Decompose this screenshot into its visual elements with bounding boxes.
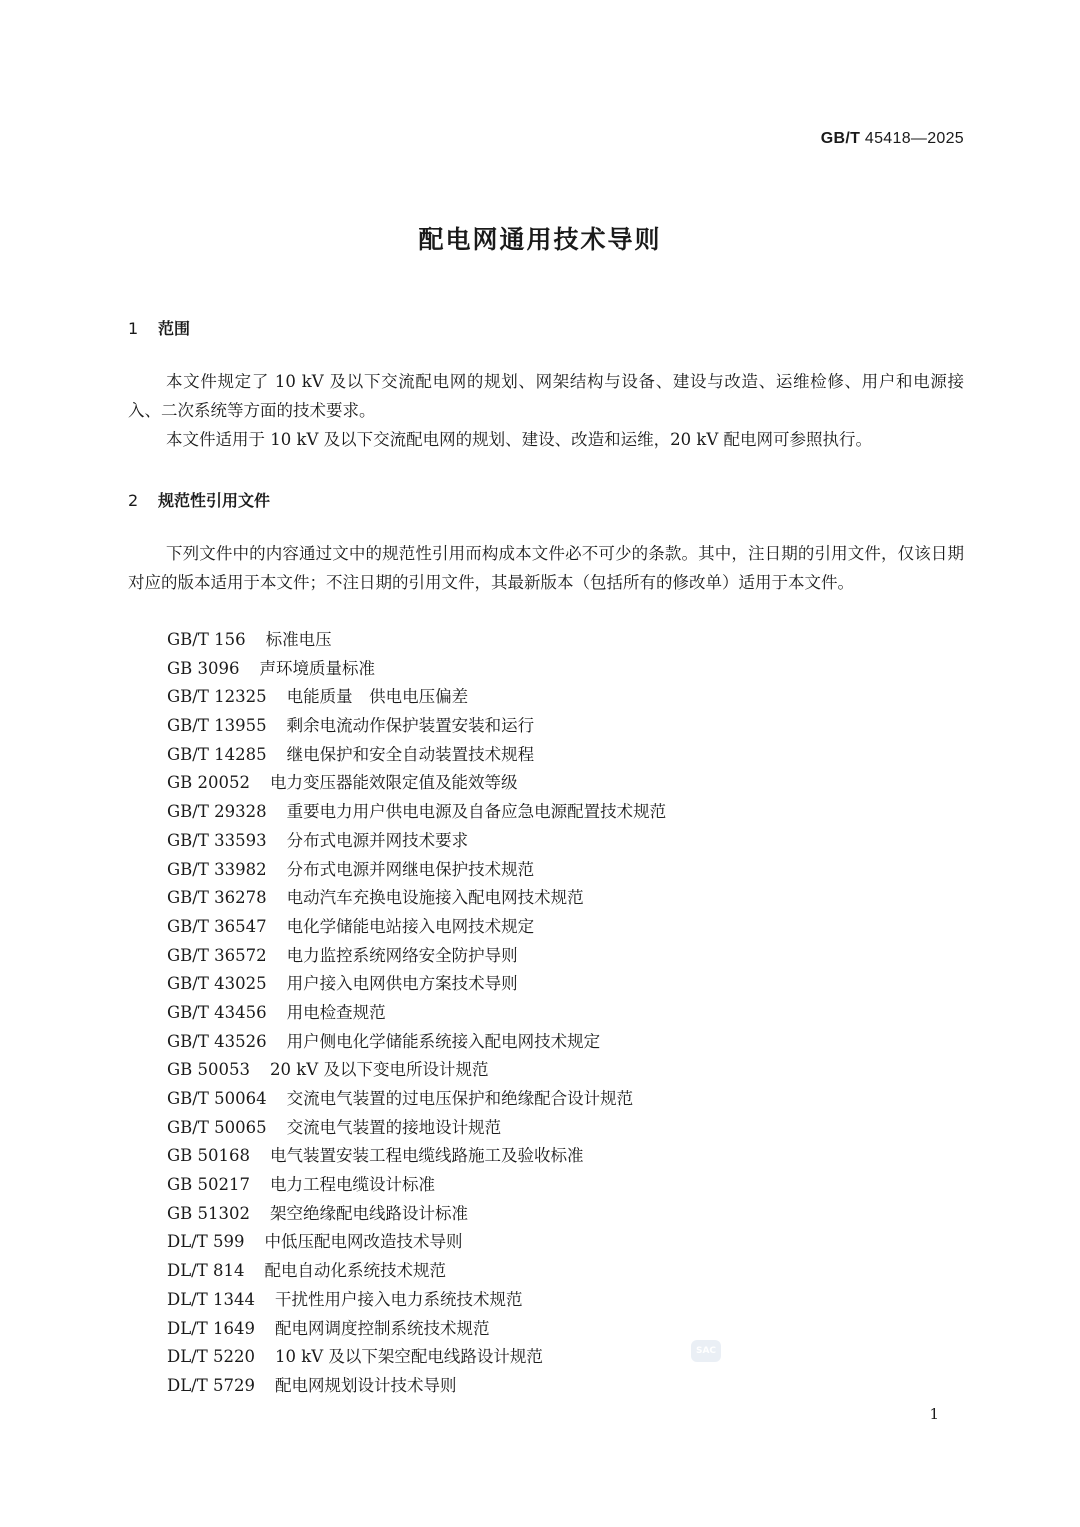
reference-item bbox=[167, 1028, 666, 1057]
reference-code: DL/T 5729 bbox=[167, 1375, 255, 1395]
reference-item bbox=[167, 655, 666, 684]
reference-code: GB/T 43025 bbox=[167, 974, 267, 994]
reference-item bbox=[167, 769, 666, 798]
reference-item bbox=[167, 1286, 666, 1315]
reference-item bbox=[167, 712, 666, 741]
reference-title: 配电自动化系统技术规范 bbox=[264, 1261, 446, 1281]
reference-title: 电能质量 供电电压偏差 bbox=[286, 687, 469, 707]
watermark-label: SAC bbox=[695, 1346, 717, 1356]
reference-code: GB/T 29328 bbox=[167, 802, 267, 822]
reference-item bbox=[167, 884, 666, 913]
reference-title: 干扰性用户接入电力系统技术规范 bbox=[275, 1289, 523, 1309]
reference-title: 电力工程电缆设计标准 bbox=[270, 1175, 436, 1195]
reference-code: GB/T 33982 bbox=[167, 859, 267, 879]
reference-item bbox=[167, 913, 666, 942]
reference-code: GB/T 13955 bbox=[167, 716, 267, 736]
reference-code: GB 50053 bbox=[167, 1060, 251, 1080]
reference-code: GB 50217 bbox=[167, 1175, 251, 1195]
reference-title: 用户侧电化学储能系统接入配电网技术规定 bbox=[286, 1031, 601, 1051]
reference-code: GB/T 50065 bbox=[167, 1117, 267, 1137]
reference-title: 架空绝缘配电线路设计标准 bbox=[270, 1203, 469, 1223]
reference-code: DL/T 5220 bbox=[167, 1347, 255, 1367]
reference-title: 交流电气装置的接地设计规范 bbox=[286, 1117, 502, 1137]
references-intro-paragraph: 下列文件中的内容通过文中的规范性引用而构成本文件必不可少的条款。其中，注日期的引用文件，仅该日期对应的版本适用于本文件；不注日期的引用文件，其最新版本（包括所有的修改单）适用于本文件。 bbox=[128, 544, 964, 592]
reference-code: GB/T 36278 bbox=[167, 888, 267, 908]
reference-title: 用户接入电网供电方案技术导则 bbox=[286, 974, 518, 994]
section-heading-normative-references bbox=[128, 488, 270, 511]
reference-code: GB 20052 bbox=[167, 773, 251, 793]
reference-title: 继电保护和安全自动装置技术规程 bbox=[286, 744, 535, 764]
reference-item bbox=[167, 1228, 666, 1257]
reference-item bbox=[167, 1142, 666, 1171]
reference-title: 声环境质量标准 bbox=[259, 658, 376, 678]
reference-title: 重要电力用户供电电源及自备应急电源配置技术规范 bbox=[286, 802, 667, 822]
reference-code: GB/T 12325 bbox=[167, 687, 267, 707]
section-title: 规范性引用文件 bbox=[158, 491, 271, 510]
reference-code: GB/T 14285 bbox=[167, 744, 267, 764]
reference-code: GB 3096 bbox=[167, 658, 240, 678]
reference-code: GB/T 33593 bbox=[167, 830, 267, 850]
reference-item bbox=[167, 1114, 666, 1143]
section-number: 1 bbox=[128, 319, 139, 338]
reference-item bbox=[167, 1200, 666, 1229]
reference-title: 中低压配电网改造技术导则 bbox=[264, 1232, 463, 1252]
reference-item bbox=[167, 942, 666, 971]
reference-title: 20 kV 及以下变电所设计规范 bbox=[270, 1060, 489, 1080]
reference-code: GB 50168 bbox=[167, 1146, 251, 1166]
standard-number bbox=[821, 130, 964, 148]
reference-code: DL/T 814 bbox=[167, 1261, 245, 1281]
reference-item bbox=[167, 1315, 666, 1344]
reference-code: GB/T 43526 bbox=[167, 1031, 267, 1051]
reference-code: DL/T 1344 bbox=[167, 1289, 255, 1309]
reference-title: 剩余电流动作保护装置安装和运行 bbox=[286, 716, 535, 736]
reference-item bbox=[167, 741, 666, 770]
reference-title: 电动汽车充换电设施接入配电网技术规范 bbox=[286, 888, 584, 908]
reference-code: GB 51302 bbox=[167, 1203, 251, 1223]
reference-item bbox=[167, 1372, 666, 1401]
section-heading-scope bbox=[128, 316, 190, 339]
reference-code: GB/T 156 bbox=[167, 630, 246, 649]
reference-item bbox=[167, 856, 666, 885]
reference-title: 10 kV 及以下架空配电线路设计规范 bbox=[275, 1347, 543, 1367]
reference-item bbox=[167, 1085, 666, 1114]
reference-item bbox=[167, 1056, 666, 1085]
reference-code: GB/T 43456 bbox=[167, 1002, 267, 1022]
standard-code: 45418—2025 bbox=[864, 130, 964, 147]
reference-title: 用电检查规范 bbox=[286, 1002, 386, 1022]
reference-title: 标准电压 bbox=[265, 630, 332, 649]
scope-paragraph-1: 本文件规定了 10 kV 及以下交流配电网的规划、网架结构与设备、建设与改造、运维检修、用户和电源接入、二次系统等方面的技术要求。 bbox=[128, 372, 964, 420]
reference-title: 分布式电源并网技术要求 bbox=[286, 830, 469, 850]
reference-code: DL/T 1649 bbox=[167, 1318, 255, 1338]
reference-title: 交流电气装置的过电压保护和绝缘配合设计规范 bbox=[286, 1089, 634, 1108]
document-title: 配电网通用技术导则 bbox=[418, 225, 662, 254]
reference-item bbox=[167, 1171, 666, 1200]
page-number: 1 bbox=[929, 1405, 939, 1423]
reference-list bbox=[167, 626, 666, 1401]
reference-code: GB/T 36547 bbox=[167, 916, 267, 936]
reference-title: 配电网规划设计技术导则 bbox=[275, 1375, 457, 1395]
reference-code: DL/T 599 bbox=[167, 1232, 245, 1252]
reference-item bbox=[167, 827, 666, 856]
reference-item bbox=[167, 683, 666, 712]
standard-prefix: GB/T bbox=[820, 130, 861, 147]
reference-item bbox=[167, 999, 666, 1028]
sac-watermark bbox=[691, 1340, 721, 1362]
reference-title: 电力变压器能效限定值及能效等级 bbox=[270, 773, 518, 793]
reference-item bbox=[167, 970, 666, 999]
reference-title: 电气装置安装工程电缆线路施工及验收标准 bbox=[270, 1146, 584, 1166]
reference-code: GB/T 50064 bbox=[167, 1089, 267, 1108]
reference-title: 配电网调度控制系统技术规范 bbox=[275, 1318, 490, 1338]
reference-item bbox=[167, 1343, 666, 1372]
section-title: 范围 bbox=[158, 319, 191, 338]
reference-item bbox=[167, 798, 666, 827]
scope-paragraph-2: 本文件适用于 10 kV 及以下交流配电网的规划、建设、改造和运维，20 kV 配电网可参照执行。 bbox=[166, 430, 873, 449]
reference-item bbox=[167, 1257, 666, 1286]
reference-code: GB/T 36572 bbox=[167, 945, 267, 965]
reference-title: 电化学储能电站接入电网技术规定 bbox=[286, 916, 535, 936]
section-number: 2 bbox=[128, 491, 139, 510]
reference-title: 分布式电源并网继电保护技术规范 bbox=[286, 859, 535, 879]
reference-item bbox=[167, 626, 666, 655]
reference-title: 电力监控系统网络安全防护导则 bbox=[286, 945, 518, 965]
